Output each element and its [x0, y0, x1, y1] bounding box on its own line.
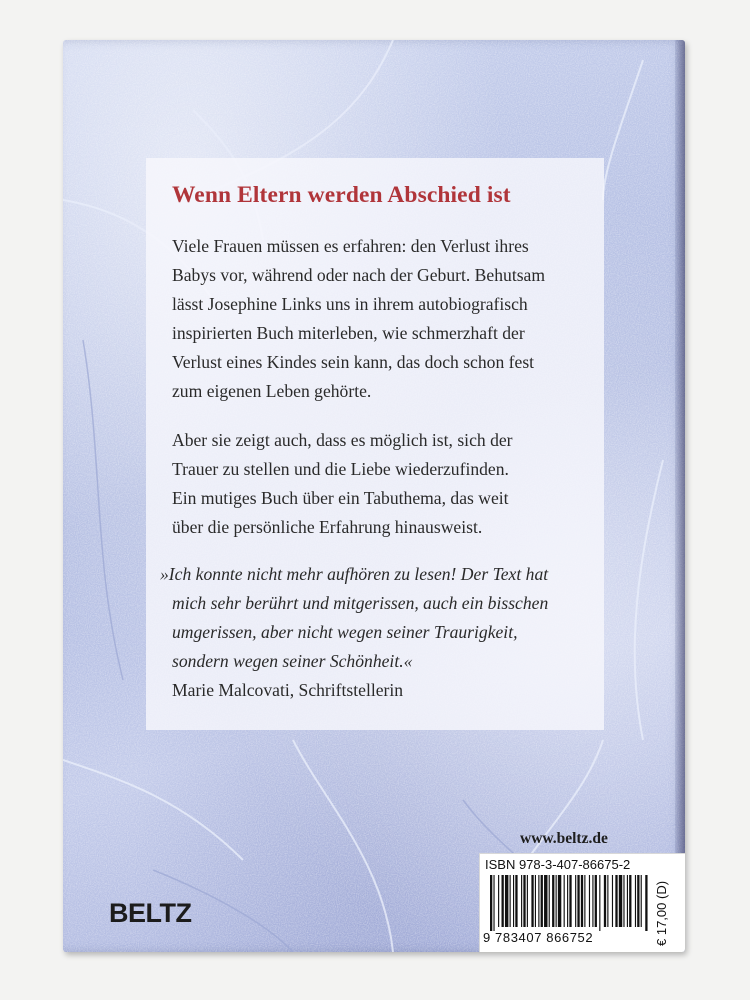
spine-edge	[675, 40, 685, 952]
barcode-digits: 9 783407 866752	[483, 930, 594, 945]
text-line: Verlust eines Kindes sein kann, das doch schon fest	[172, 352, 535, 372]
text-line: Viele Frauen müssen es erfahren: den Verlust ihres	[172, 236, 529, 256]
review-quote	[160, 560, 604, 676]
text-line: inspirierten Buch miterleben, wie schmerzhaft der	[172, 323, 525, 343]
text-line: Trauer zu stellen und die Liebe wiederzufinden.	[172, 459, 509, 479]
text-line: Aber sie zeigt auch, dass es möglich ist, sich der	[172, 430, 513, 450]
quote-line: »Ich konnte nicht mehr aufhören zu lesen! Der Text hat	[160, 564, 549, 584]
text-line: Babys vor, während oder nach der Geburt. Behutsam	[172, 265, 546, 285]
text-line: Ein mutiges Buch über ein Tabuthema, das weit	[172, 488, 509, 508]
quote-line: sondern wegen seiner Schönheit.«	[172, 651, 413, 671]
text-line: zum eigenen Leben gehörte.	[172, 381, 372, 401]
quote-line: mich sehr berührt und mitgerissen, auch ein bisschen	[172, 593, 549, 613]
publisher-logo: BELTZ	[109, 898, 192, 928]
quote-author: Marie Malcovati, Schriftstellerin	[172, 680, 404, 700]
price-label: € 17,00 (D)	[654, 880, 669, 946]
blurb-paragraph-2	[172, 426, 604, 542]
blurb-paragraph-1	[172, 232, 604, 406]
text-line: über die persönliche Erfahrung hinausweist.	[172, 517, 483, 537]
text-line: lässt Josephine Links uns in ihrem autobiografisch	[172, 294, 528, 314]
isbn-number: ISBN 978-3-407-86675-2	[485, 857, 631, 872]
barcode-icon	[484, 875, 652, 931]
quote-line: umgerissen, aber nicht wegen seiner Traurigkeit,	[172, 622, 518, 642]
headline: Wenn Eltern werden Abschied ist	[172, 182, 511, 208]
book-back-cover	[63, 40, 685, 952]
publisher-website: www.beltz.de	[520, 830, 608, 847]
blurb-panel	[146, 158, 604, 730]
isbn-sticker	[479, 853, 685, 952]
